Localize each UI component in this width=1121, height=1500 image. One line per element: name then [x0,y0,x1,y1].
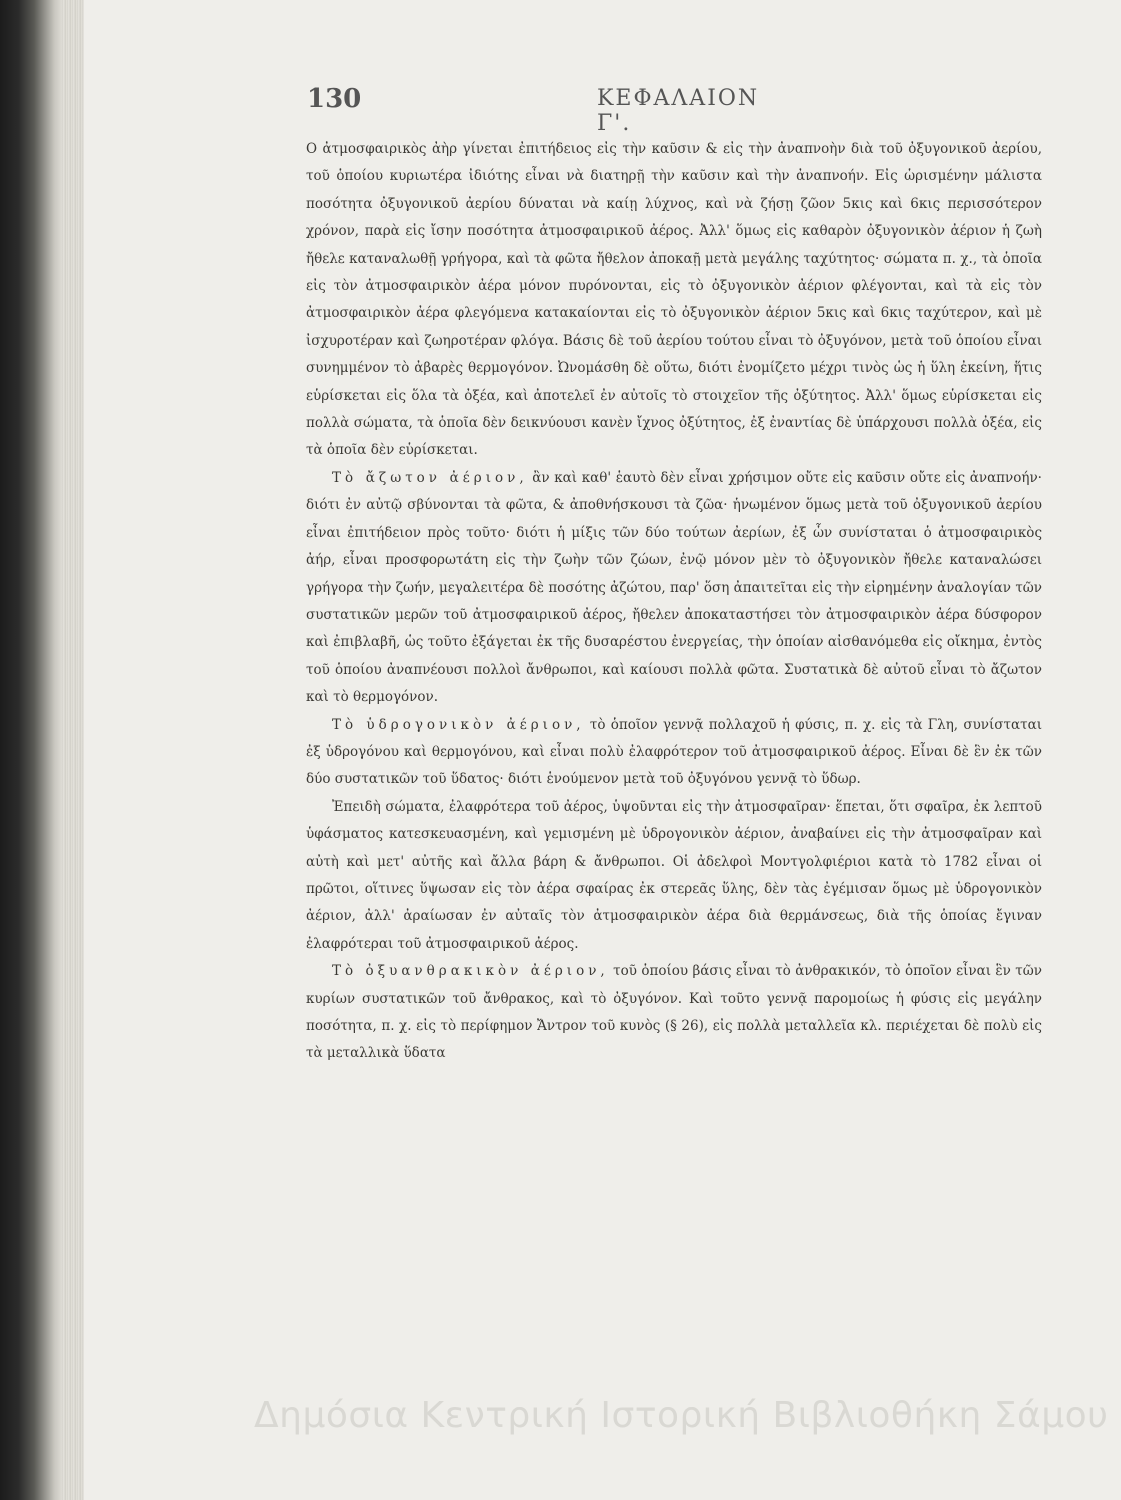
paragraph [306,465,1042,712]
paragraph-text: Ο ἀτμοσφαιρικὸς ἀὴρ γίνεται ἐπιτήδειος εἰς τὴν καῦσιν & εἰς τὴν ἀναπνοὴν διὰ τοῦ ὀξυγονικοῦ ἀερίου, τοῦ ὁποίου κυριωτέρα ἰδιότης εἶναι νὰ διατηρῇ τὴν καῦσιν καὶ τὴν ἀναπνοήν. Εἰς ὡρισμένην μάλιστα ποσότητα ὀξυγονικοῦ ἀερίου δύναται νὰ καίῃ λύχνος, καὶ νὰ ζήσῃ ζῶον 5κις καὶ 6κις περισσότερον χρόνον, παρὰ εἰς ἴσην ποσότητα ἀτμοσφαιρικοῦ ἀέρος. Ἀλλ' ὅμως εἰς καθαρὸν ὀξυγονικὸν ἀέριον ἡ ζωὴ ἤθελε καταναλωθῇ γρήγορα, καὶ τὰ φῶτα ἤθελον ἀποκαῇ μετὰ μεγάλης ταχύτητος· σώματα π. χ., τὰ ὁποῖα εἰς τὸν ἀτμοσφαιρικὸν ἀέρα μόνον πυρόνονται, εἰς τὸ ὀξυγονικὸν ἀέριον φλέγονται, καὶ τὰ εἰς τὸν ἀτμοσφαιρικὸν ἀέρα φλεγόμενα κατακαίονται εἰς τὸ ὀξυγονικὸν ἀέριον 5κις καὶ 6κις ταχύτερον, καὶ μὲ ἰσχυροτέραν καὶ ζωηροτέραν φλόγα. Βάσις δὲ τοῦ ἀερίου τούτου εἶναι τὸ ὀξυγόνον, μετὰ τοῦ ὁποίου εἶναι συνημμένον τὸ ἀβαρὲς θερμογόνον. Ὠνομάσθη δὲ οὕτω, διότι ἐνομίζετο μέχρι τινὸς ὡς ἡ ὕλη ἐκείνη, ἥτις εὑρίσκεται εἰς ὅλα τὰ ὀξέα, καὶ ἀποτελεῖ ἐν αὐτοῖς τὸ στοιχεῖον τῆς ὀξύτητος. Ἀλλ' ὅμως εὑρίσκεται εἰς πολλὰ σώματα, τὰ ὁποῖα δὲν δεικνύουσι κανὲν ἴχνος ὀξύτητος, ἐξ ἐναντίας δὲ ὑπάρχουσι πολλὰ ὀξέα, εἰς τὰ ὁποῖα δὲν εὑρίσκεται. [306,141,1042,459]
paragraph-text: τοῦ ὁποίου βάσις εἶναι τὸ ἀνθρακικόν, τὸ ὁποῖον εἶναι ἓν τῶν κυρίων συστατικῶν τοῦ ἄνθρακος, καὶ τὸ ὀξυγόνον. Καὶ τοῦτο γεννᾷ παρομοίως ἡ φύσις εἰς μεγάλην ποσότητα, π. χ. εἰς τὸ περίφημον Ἄντρον τοῦ κυνὸς (§ 26), εἰς πολλὰ μεταλλεῖα κλ. περιέχεται δὲ πολὺ εἰς τὰ μεταλλικὰ ὕδατα [306,963,1042,1062]
paragraph [306,136,1042,465]
paragraph [306,958,1042,1068]
paragraph-text: Ἐπειδὴ σώματα, ἐλαφρότερα τοῦ ἀέρος, ὑψοῦνται εἰς τὴν ἀτμοσφαῖραν· ἕπεται, ὅτι σφαῖρα, ἐκ λεπτοῦ ὑφάσματος κατεσκευασμένη, καὶ γεμισμένη μὲ ὑδρογονικὸν ἀέριον, ἀναβαίνει εἰς τὴν ἀτμοσφαῖραν καὶ αὐτὴ καὶ μετ' αὐτῆς καὶ ἄλλα βάρη & ἄνθρωποι. Οἱ ἀδελφοὶ Μοντγολφιέριοι κατὰ τὸ 1782 εἶναι οἱ πρῶτοι, οἵτινες ὕψωσαν εἰς τὸν ἀέρα σφαίρας ἐκ στερεᾶς ὕλης, δὲν τὰς ἐγέμισαν ὅμως μὲ ὑδρογονικὸν ἀέριον, ἀλλ' ἀραίωσαν ἐν αὐταῖς τὸν ἀτμοσφαιρικὸν ἀέρα διὰ θερμάνσεως, διὰ τῆς ὁποίας ἔγιναν ἐλαφρότεραι τοῦ ἀτμοσφαιρικοῦ ἀέρος. [306,798,1042,952]
page-edges [62,0,84,1500]
paragraph [306,712,1042,794]
paragraph-lead-term: Τὸ ὀξυανθρακικὸν ἀέριον, [332,963,609,980]
library-watermark: Δημόσια Κεντρική Ιστορική Βιβλιοθήκη Σάμου [254,1395,1109,1436]
paragraph-lead-term: Τὸ ὑδρογονικὸν ἀέριον, [332,716,585,733]
paragraph-lead-term: Τὸ ἄζωτον ἀέριον, [332,469,528,486]
page-number: 130 [307,84,362,114]
paragraph [306,794,1042,958]
page-header [307,84,793,136]
body-text [306,136,1042,1068]
book-spine-shadow [0,0,62,1500]
paragraph-text: ἂν καὶ καθ' ἑαυτὸ δὲν εἶναι χρήσιμον οὔτε εἰς καῦσιν οὔτε εἰς ἀναπνοήν· διότι ἐν αὐτῷ σβύνονται τὰ φῶτα, & ἀποθνήσκουσι τὰ ζῶα· ἡνωμένον ὅμως μετὰ τοῦ ὀξυγονικοῦ ἀερίου εἶναι ἐπιτήδειον πρὸς τοῦτο· διότι ἡ μίξις τῶν δύο τούτων ἀερίων, ἐξ ὧν συνίσταται ὁ ἀτμοσφαιρικὸς ἀήρ, εἶναι προσφορωτάτη εἰς τὴν ζωὴν τῶν ζώων, ἐνῷ μόνον μὲν τὸ ὀξυγονικὸν ἤθελε καταναλώσει γρήγορα τὴν ζωήν, μεγαλειτέρα δὲ ποσότης ἀζώτου, παρ' ὅση ἀπαιτεῖται εἰς τὴν εἰρημένην ἀναλογίαν τῶν συστατικῶν μερῶν τοῦ ἀτμοσφαιρικοῦ ἀέρος, ἤθελεν ἀποκαταστήσει τὸν ἀτμοσφαιρικὸν ἀέρα δύσφορον καὶ ἐπιβλαβῆ, ὡς τοῦτο ἐξάγεται ἐκ τῆς δυσαρέστου ἐνεργείας, τὴν ὁποίαν αἰσθανόμεθα εἰς οἴκημα, ἐντὸς τοῦ ὁποίου ἀναπνέουσι πολλοὶ ἄνθρωποι, καὶ καίουσι πολλὰ φῶτα. Συστατικὰ δὲ αὐτοῦ εἶναι τὸ ἄζωτον καὶ τὸ θερμογόνον. [306,469,1042,706]
running-head: ΚΕΦΑΛΑΙΟΝ Γ'. [597,86,760,136]
paragraph-text: τὸ ὁποῖον γεννᾷ πολλαχοῦ ἡ φύσις, π. χ. εἰς τὰ Γλη, συνίσταται ἐξ ὑδρογόνου καὶ θερμογόνου, καὶ εἶναι πολὺ ἐλαφρότερον τοῦ ἀτμοσφαιρικοῦ ἀέρος. Εἶναι δὲ ἓν ἐκ τῶν δύο συστατικῶν τοῦ ὕδατος· διότι ἑνούμενον μετὰ τοῦ ὀξυγόνου γεννᾷ τὸ ὕδωρ. [306,716,1042,788]
